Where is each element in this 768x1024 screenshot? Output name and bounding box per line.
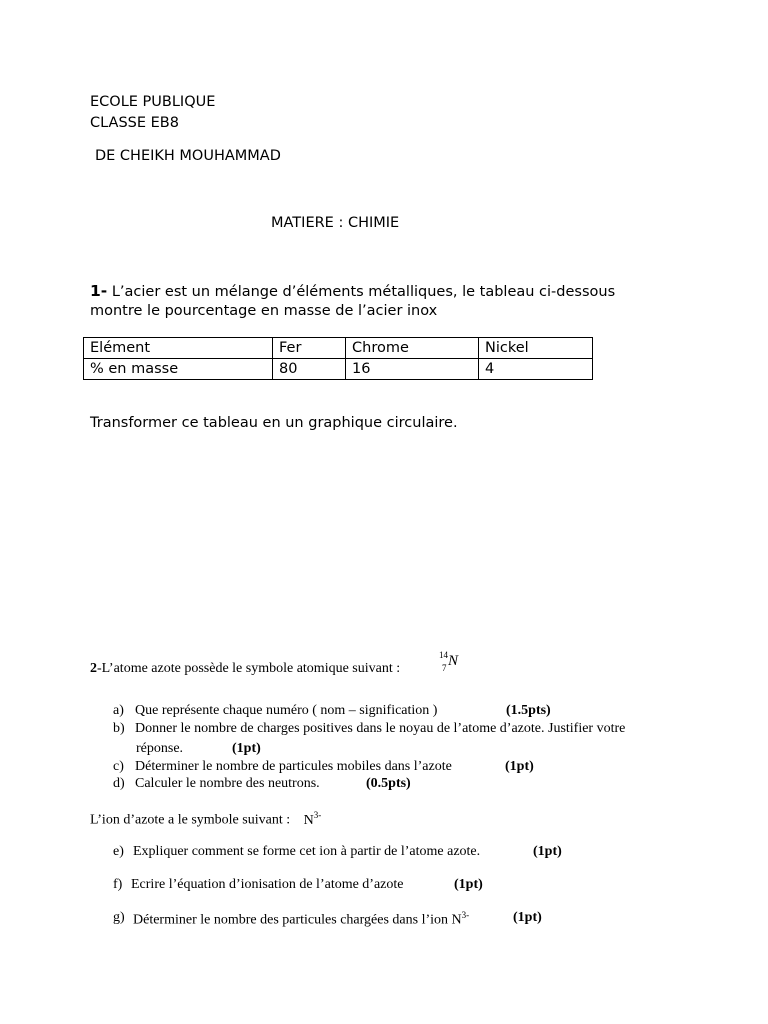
nitrogen-nuclide-symbol [437,650,467,676]
list-item [113,721,626,737]
school-name: ECOLE PUBLIQUE [90,94,216,110]
item-letter: c) [113,759,124,774]
item-letter: f) [113,877,123,892]
item-text: Ecrire l’équation d’ionisation de l’atome d’azote [131,877,404,892]
item-letter: d) [113,776,125,791]
table-cell: Elément [84,338,273,359]
item-text-wrap [133,910,469,929]
item-text: Expliquer comment se forme cet ion à partir de l’atome azote. [133,844,481,859]
question-1-number: 1- [90,282,108,300]
table-cell: 16 [346,359,479,380]
item-points: (1pt) [232,741,261,756]
item-text: Déterminer le nombre de particules mobiles dans l’azote [135,759,452,774]
item-points: (0.5pts) [366,776,411,791]
table-cell: % en masse [84,359,273,380]
ion-charge: 3- [313,810,322,820]
list-item [113,759,534,775]
school-place: DE CHEIKH MOUHAMMAD [95,148,281,164]
item-text: Calculer le nombre des neutrons. [135,776,320,791]
question-1-line1 [90,282,615,300]
subject-title: MATIERE : CHIMIE [271,215,400,231]
item-points: (1pt) [505,759,534,774]
ion-charge: 3- [461,910,470,920]
nuclide-mass-number: 14 [439,650,448,660]
table-row [84,359,593,380]
list-item [113,844,562,860]
item-points: (1pt) [533,844,562,859]
question-2-number: 2 [90,661,97,676]
table-cell: 80 [273,359,346,380]
nuclide-atomic-number: 7 [442,663,447,673]
list-item [113,877,483,893]
question-1-line2: montre le pourcentage en masse de l’acier inox [90,303,438,319]
class-name: CLASSE EB8 [90,115,179,131]
item-text: Donner le nombre de charges positives dans le noyau de l’atome d’azote. Justifier votre [135,721,626,736]
item-text-continued: réponse. [136,741,184,756]
table-cell: 4 [479,359,593,380]
table-cell: Fer [273,338,346,359]
ion-intro [90,810,321,829]
item-points: (1pt) [513,910,542,925]
question-1-text: L’acier est un mélange d’éléments métalliques, le tableau ci-dessous [107,284,616,300]
ion-symbol: N [303,812,314,828]
list-item [113,703,551,719]
item-letter: e) [113,844,124,859]
nuclide-element-symbol: N [448,653,459,669]
question-1-instruction: Transformer ce tableau en un graphique circulaire. [90,415,458,431]
ion-intro-text: L’ion d’azote a le symbole suivant : [90,812,291,828]
list-item-continuation [136,741,261,757]
item-letter: g) [113,910,125,925]
item-text: Déterminer le nombre des particules chargées dans l’ion N [133,912,462,928]
item-points: (1.5pts) [506,703,551,718]
item-text: Que représente chaque numéro ( nom – signification ) [135,703,438,718]
list-item [113,910,542,928]
table-cell: Nickel [479,338,593,359]
list-item [113,776,411,792]
question-2-text: -L’atome azote possède le symbole atomique suivant : [97,661,401,676]
item-letter: b) [113,721,125,736]
item-points: (1pt) [454,877,483,892]
composition-table [83,337,593,380]
table-cell: Chrome [346,338,479,359]
table-row [84,338,593,359]
item-letter: a) [113,703,124,718]
question-2-intro [90,661,400,677]
